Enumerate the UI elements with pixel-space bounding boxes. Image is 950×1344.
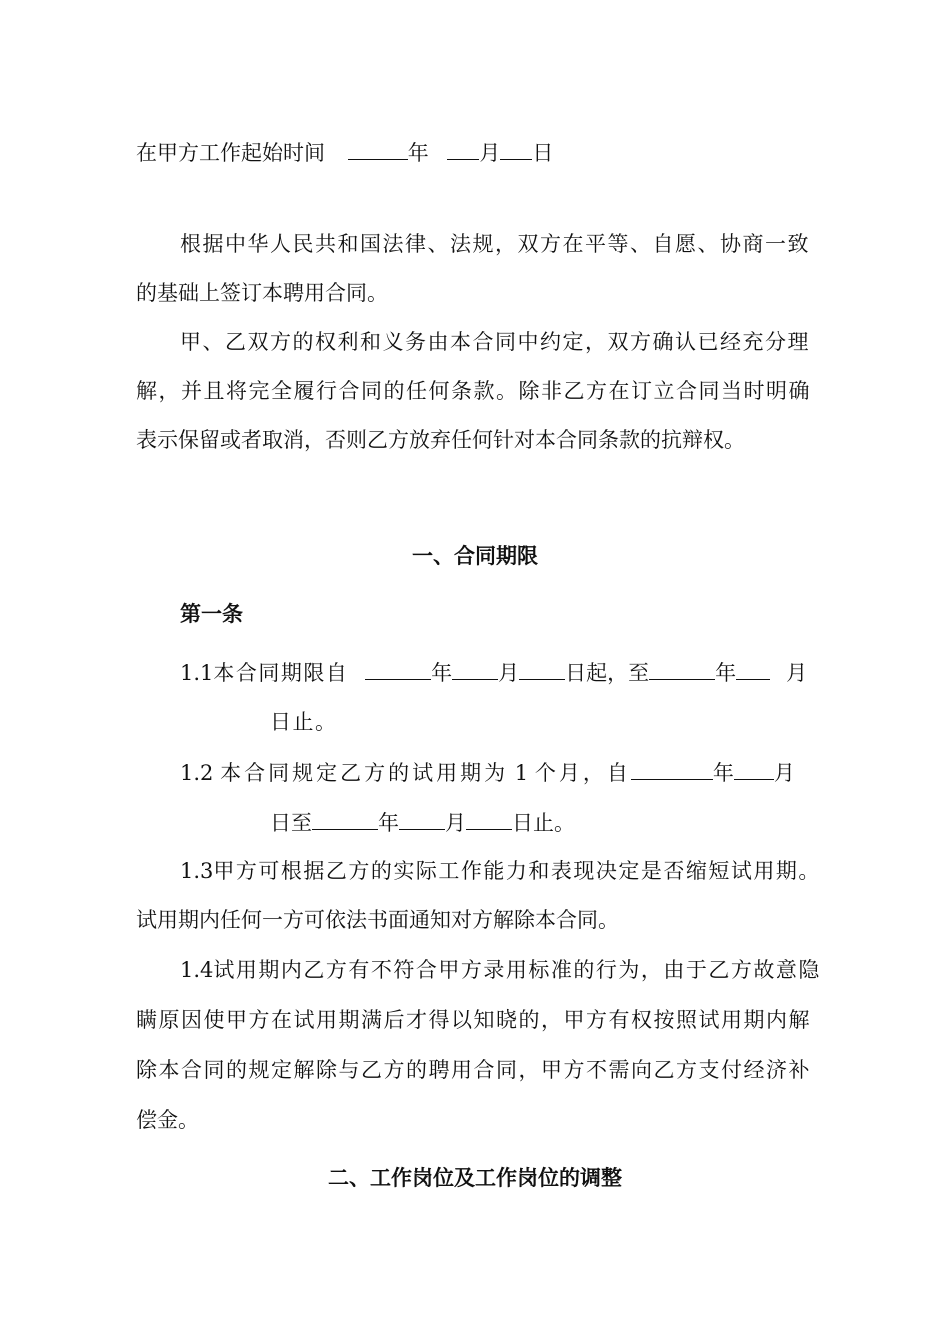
clause-1-2-text-b: 个月，自 <box>534 761 631 785</box>
month-blank[interactable] <box>447 137 479 160</box>
c1-1-month2-blank[interactable] <box>736 657 770 680</box>
c1-2-day-end: 日止。 <box>512 811 575 835</box>
intro-p1-line1: 根据中华人民共和国法律、法规，双方在平等、自愿、协商一致 <box>180 232 810 256</box>
clause-1-2-text-a: 本合同规定乙方的试用期为 <box>220 761 509 785</box>
clause-1-4-line1 <box>180 955 821 985</box>
c1-2-month2-label: 月 <box>445 811 466 835</box>
c1-2-day2-blank[interactable] <box>466 807 512 830</box>
c1-1-year-blank[interactable] <box>365 657 431 680</box>
clause-1-4-text: 试用期内乙方有不符合甲方录用标准的行为，由于乙方故意隐 <box>213 958 821 982</box>
c1-1-day-from: 日起，至 <box>565 661 650 685</box>
c1-1-month2-label: 月 <box>786 661 808 685</box>
day-label: 日 <box>532 141 554 165</box>
clause-1-2-num: 1.2 <box>180 761 214 785</box>
start-time-label: 在甲方工作起始时间 <box>136 141 325 165</box>
clause-1-4-line4: 偿金。 <box>136 1108 199 1132</box>
c1-2-year2-label: 年 <box>378 811 399 835</box>
intro-p1-line2: 的基础上签订本聘用合同。 <box>136 281 388 305</box>
c1-1-year2-label: 年 <box>715 661 737 685</box>
intro-p2-line1: 甲、乙双方的权利和义务由本合同中约定，双方确认已经充分理 <box>180 330 810 354</box>
c1-2-year-blank[interactable] <box>631 757 713 780</box>
clause-1-3-line1 <box>180 856 821 886</box>
year-blank[interactable] <box>348 137 408 160</box>
c1-2-month-blank[interactable] <box>734 757 774 780</box>
clause-1-4-line3: 除本合同的规定解除与乙方的聘用合同，甲方不需向乙方支付经济补 <box>136 1058 811 1082</box>
intro-p2-line3: 表示保留或者取消，否则乙方放弃任何针对本合同条款的抗辩权。 <box>136 428 745 452</box>
clause-1-3-num: 1.3 <box>180 859 214 883</box>
c1-2-year2-blank[interactable] <box>312 807 378 830</box>
clause-1-3-text: 甲方可根据乙方的实际工作能力和表现决定是否缩短试用期。 <box>213 859 821 883</box>
clause-1-1-text: 本合同期限自 <box>213 661 349 685</box>
c1-2-day-to: 日至 <box>270 811 312 835</box>
c1-2-month-label: 月 <box>773 761 795 785</box>
intro-p2-line2: 解，并且将完全履行合同的任何条款。除非乙方在订立合同当时明确 <box>136 379 811 403</box>
article1-title: 第一条 <box>180 601 243 626</box>
c1-1-year2-blank[interactable] <box>649 657 715 680</box>
c1-1-month-label: 月 <box>498 661 520 685</box>
year-label: 年 <box>407 141 429 165</box>
clause-1-1-num: 1.1 <box>180 661 214 685</box>
clause-1-4-num: 1.4 <box>180 958 214 982</box>
clause-1-2-line2 <box>270 807 575 838</box>
clause-1-4-line2: 瞒原因使甲方在试用期满后才得以知晓的，甲方有权按照试用期内解 <box>136 1008 811 1032</box>
c1-1-year-label: 年 <box>431 661 453 685</box>
section1-title: 一、合同期限 <box>412 543 538 568</box>
clause-1-1-line2: 日止。 <box>270 710 338 734</box>
clause-1-3-line2: 试用期内任何一方可依法书面通知对方解除本合同。 <box>136 908 619 932</box>
c1-2-month2-blank[interactable] <box>399 807 445 830</box>
day-blank[interactable] <box>500 137 532 160</box>
c1-1-month-blank[interactable] <box>452 657 498 680</box>
clause-1-2-line1 <box>180 757 795 788</box>
start-time-line <box>136 137 553 168</box>
clause-1-1-line1 <box>180 657 807 688</box>
clause-1-2-count: 1 <box>514 761 529 785</box>
month-label: 月 <box>479 141 501 165</box>
section2-title: 二、工作岗位及工作岗位的调整 <box>328 1165 622 1190</box>
c1-1-day-blank[interactable] <box>519 657 565 680</box>
c1-2-year-label: 年 <box>712 761 734 785</box>
